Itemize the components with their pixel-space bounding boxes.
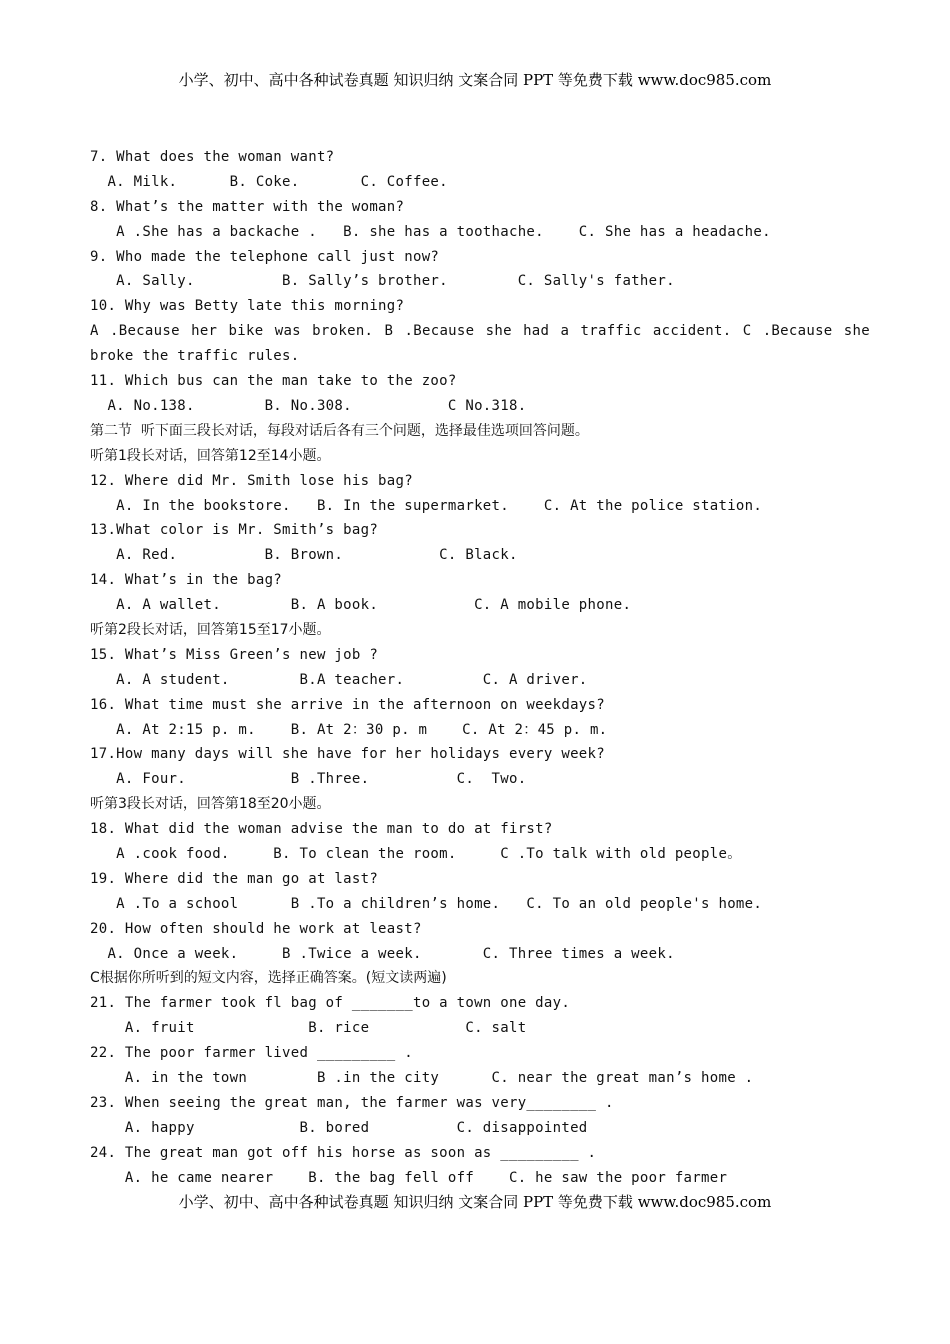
options-20: A. Once a week. B .Twice a week. C. Three times a week.	[90, 945, 675, 962]
section-c-instruction: C根据你所听到的短文内容，选择正确答案。(短文读两遍)	[90, 970, 447, 987]
options-19: A .To a school B .To a children’s home. C. To an old people's home.	[90, 895, 763, 912]
dialogue-3-instruction: 听第3段长对话，回答第18至20小题。	[90, 796, 331, 813]
options-23: A. happy B. bored C. disappointed	[90, 1119, 588, 1136]
options-9: A. Sally. B. Sally’s brother. C. Sally's father.	[90, 273, 675, 290]
dialogue-1-instruction: 听第1段长对话，回答第12至14小题。	[90, 447, 331, 464]
page-header: 小学、初中、高中各种试卷真题 知识归纳 文案合同 PPT 等免费下载 www.doc985.com	[178, 71, 772, 89]
question-20: 20. How often should he work at least?	[90, 920, 422, 937]
question-11: 11. Which bus can the man take to the zoo?	[90, 373, 457, 390]
options-7: A. Milk. B. Coke. C. Coffee.	[90, 173, 448, 190]
question-17: 17.How many days will she have for her holidays every week?	[90, 746, 605, 763]
question-8: 8. What’s the matter with the woman?	[90, 198, 405, 215]
options-24: A. he came nearer B. the bag fell off C. he saw the poor farmer	[90, 1169, 728, 1186]
question-10: 10. Why was Betty late this morning?	[90, 298, 405, 315]
options-13: A. Red. B. Brown. C. Black.	[90, 547, 518, 564]
dialogue-2-instruction: 听第2段长对话，回答第15至17小题。	[90, 621, 331, 638]
question-13: 13.What color is Mr. Smith’s bag?	[90, 522, 379, 539]
question-16: 16. What time must she arrive in the afternoon on weekdays?	[90, 696, 605, 713]
options-16: A. At 2:15 p. m. B. At 2：30 p. m C. At 2：45 p. m.	[90, 721, 608, 738]
options-15: A. A student. B.A teacher. C. A driver.	[90, 671, 588, 688]
options-18: A .cook food. B. To clean the room. C .To talk with old people。	[90, 845, 742, 862]
options-11: A. No.138. B. No.308. C No.318.	[90, 397, 527, 414]
options-12: A. In the bookstore. B. In the supermarket. C. At the police station.	[90, 497, 763, 514]
question-12: 12. Where did Mr. Smith lose his bag?	[90, 472, 413, 489]
question-19: 19. Where did the man go at last?	[90, 870, 379, 887]
options-14: A. A wallet. B. A book. C. A mobile phone.	[90, 597, 632, 614]
options-17: A. Four. B .Three. C. Two.	[90, 771, 527, 788]
question-21: 21. The farmer took fl bag of _______to a town one day.	[90, 995, 571, 1012]
question-7: 7. What does the woman want?	[90, 149, 335, 165]
question-23: 23. When seeing the great man, the farmer was very________ .	[90, 1094, 614, 1111]
options-8: A .She has a backache . B. she has a toothache. C. She has a headache.	[90, 223, 771, 240]
options-21: A. fruit B. rice C. salt	[90, 1020, 527, 1037]
question-24: 24. The great man got off his horse as soon as _________ .	[90, 1144, 597, 1161]
question-14: 14. What’s in the bag?	[90, 572, 283, 589]
options-10: A .Because her bike was broken. B .Because she had a traffic accident. C .Because she broke the traffic rules.	[90, 323, 870, 365]
question-18: 18. What did the woman advise the man to do at first?	[90, 821, 553, 838]
exam-content	[90, 145, 870, 1190]
question-15: 15. What’s Miss Green’s new job ?	[90, 646, 379, 663]
section-heading-2: 第二节 听下面三段长对话，每段对话后各有三个问题，选择最佳选项回答问题。	[90, 422, 589, 439]
page-footer: 小学、初中、高中各种试卷真题 知识归纳 文案合同 PPT 等免费下载 www.doc985.com	[178, 1193, 772, 1211]
question-22: 22. The poor farmer lived _________ .	[90, 1045, 413, 1062]
options-22: A. in the town B .in the city C. near the great man’s home .	[90, 1069, 754, 1086]
question-9: 9. Who made the telephone call just now?	[90, 248, 440, 265]
